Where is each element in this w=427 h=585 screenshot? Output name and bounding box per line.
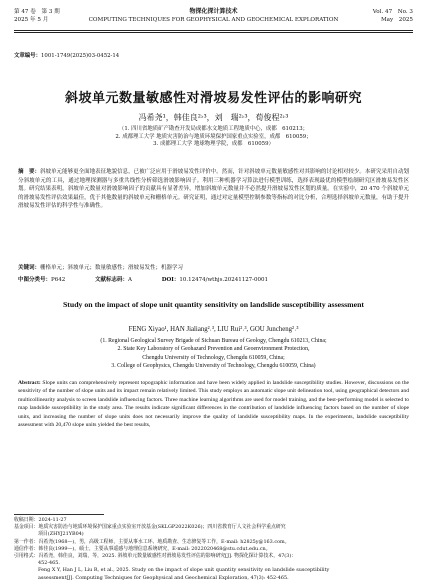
article-number-label: 文章编号： <box>14 53 41 59</box>
classification-line <box>18 276 409 284</box>
authors-en: FENG Xiyao¹, HAN Jialiang²˒³, LIU Rui²˒³, GOU Juncheng²˒³ <box>128 326 299 333</box>
keywords-cn <box>18 264 409 272</box>
keywords-cn-label: 关键词： <box>18 265 41 271</box>
abstract-en <box>18 379 409 429</box>
abstract-en-text: Slope units can comprehensively represent topographic information and have been widely applied in landslide susceptibility studies. However, discussions on the sensitivity of the number of slope units and its impact remain relatively limited. This study employs an automatic slope unit delineation tool, using geographical detectors and multicollinearity analysis to screen landslide influencing factors. Three machine learning algorithms are used for model training, and the best-performing model is selected to map landslide susceptibility in the study area. The results indicate significant differences in the contribution of landslide influencing factors based on the number of slope units, and increasing the number of slope units does not necessarily improve the quality of landslide susceptibility maps. In the experiments, landslide susceptibility assessment with 20,470 slope units yielded the best results, <box>18 380 409 429</box>
affiliation-cn-2: 2. 成都理工大学 地质灾害防治与地质环境保护国家重点实验室，成都 610059； <box>115 133 312 140</box>
vol-issue-cn: 第 47 卷 第 3 期 <box>14 9 60 15</box>
affiliation-cn-3: 3. 成都理工大学 地球物理学院，成都 610059） <box>153 141 274 148</box>
footnote-line: assessment[J]. Computing Techniques for Geophysical and Geochemical Exploration, 47(3): 452-465. <box>38 574 289 581</box>
footnote-line: 452-465. <box>38 560 60 567</box>
affiliation-en-1: (1. Regional Geological Survey Brigade of Sichuan Bureau of Geology, Chengdu 610213, China; <box>100 338 327 344</box>
affiliation-en-2: 2. State Key Laboratory of Geohazard Prevention and Geoenvironment Protection, <box>117 346 310 353</box>
affiliation-en-3: Chengdu University of Technology, Chengdu 610059, China; <box>142 354 285 361</box>
journal-title-en: COMPUTING TECHNIQUES FOR GEOPHYSICAL AND GEOCHEMICAL EXPLORATION <box>88 17 339 23</box>
title-en: Study on the impact of slope unit quantity sensitivity on landslide susceptibility assessment <box>62 300 365 309</box>
abstract-en-label: Abstract: <box>18 380 41 386</box>
date-cn: 2025 年 5 月 <box>14 17 49 23</box>
footnote-line: 基金项目：地质灾害防治与地质环境保护国家重点实验室开放基金(SKLGP2022K026)；四川省教育厅人文社会科学重点研究 <box>14 524 286 531</box>
date-en: May 2025 <box>380 17 413 23</box>
footnote-rule <box>14 514 104 515</box>
affiliations-cn <box>0 126 427 149</box>
running-header <box>14 8 413 32</box>
header-center <box>14 8 413 24</box>
keywords-cn-text: 栅格单元；斜坡单元；数量敏感性；滑坡易发性；机器学习 <box>40 265 184 271</box>
footnote-line: 收稿日期：2024-11-27 <box>14 517 67 523</box>
header-rule-bottom <box>14 32 413 33</box>
abstract-cn <box>18 168 409 211</box>
affiliation-cn-1: （1. 四川省地质矿产勘查开发局成都水文地质工程地质中心，成都 610213； <box>118 126 309 132</box>
footnote-line: 项目(ZHYJ21YB04) <box>38 531 84 538</box>
document-code: 文献标志码：A <box>94 277 132 283</box>
article-number-value: 1001-1749(2025)03-0452-14 <box>40 53 120 59</box>
title-cn: 斜坡单元数量敏感性对滑坡易发性评估的影响研究 <box>64 91 362 106</box>
footnotes <box>14 517 413 582</box>
vol-issue-en: Vol. 47 No. 3 <box>372 9 413 15</box>
article-number <box>14 51 119 59</box>
journal-title-cn: 物探化探计算技术 <box>189 8 238 15</box>
affiliation-en-4: 3. College of Geophysics, Chengdu University of Technology, Chengdu 610059, China) <box>111 363 316 370</box>
abstract-cn-label: 摘 要： <box>18 169 41 175</box>
doi: DOI：10.12474/wthjs.20241127-0001 <box>161 277 269 283</box>
footnote-line: 引用格式：冯希尧，韩佳良，刘瑞，等，2025. 斜坡单元数量敏感性对滑坡易发性评估的影响研究[J]. 物探化探计算技术，47(3)： <box>14 553 297 560</box>
footnote-line: Feng X Y, Han J L, Liu R, et al., 2025. Study on the impact of slope unit quantity sensitivity on landslide susceptibility <box>38 567 330 574</box>
footnote-line: 通信作者：韩佳良(1999—)，硕士，主要从事遥感与地理信息系统研究，E-mail: 2022020468@stu.cdut.edu.cn。 <box>14 545 271 552</box>
abstract-cn-text: 斜坡单元能够更全面地表征地貌信息，已被广泛应用于滑坡易发性评价中。然而，针对斜坡单元数量敏感性对其影响的讨论相对较少。本研究采用自动划分斜坡单元的工具，通过地理探测器与多重共线性分析筛选滑坡影响因子。利用三种机器学习算法进行模型训练，选择表现最优的模型绘制研究区滑坡易发性区划。研究结果表明，斜坡单元数量对滑坡影响因子的贡献具有显著差异，增加斜坡单元数量并不必然提升滑坡易发性区划的质量。在实验中，20 470 个斜坡单元的滑坡易发性评估效果最佳，优于其他数量的斜坡单元和栅格单元。研究证明，通过对定量模型控制参数等指标的对比分析，合理选择斜坡单元数量，有助于提升滑坡易发性评估的科学性与准确性。 <box>18 169 409 210</box>
header-rule-top <box>14 30 413 31</box>
clc-code: 中图分类号：P642 <box>18 277 66 283</box>
affiliations-en <box>0 337 427 371</box>
footnote-line: 第一作者：冯希尧(1968—)，男，高级工程师，主要从事水工环、地质勘查、生态修复等工作，E-mail: h2825y@163.com。 <box>14 538 290 545</box>
authors-cn: 冯希尧¹，韩佳良²˒³，刘 瑞²˒³，荀俊程²˒³ <box>138 113 289 122</box>
header-right <box>373 8 413 24</box>
